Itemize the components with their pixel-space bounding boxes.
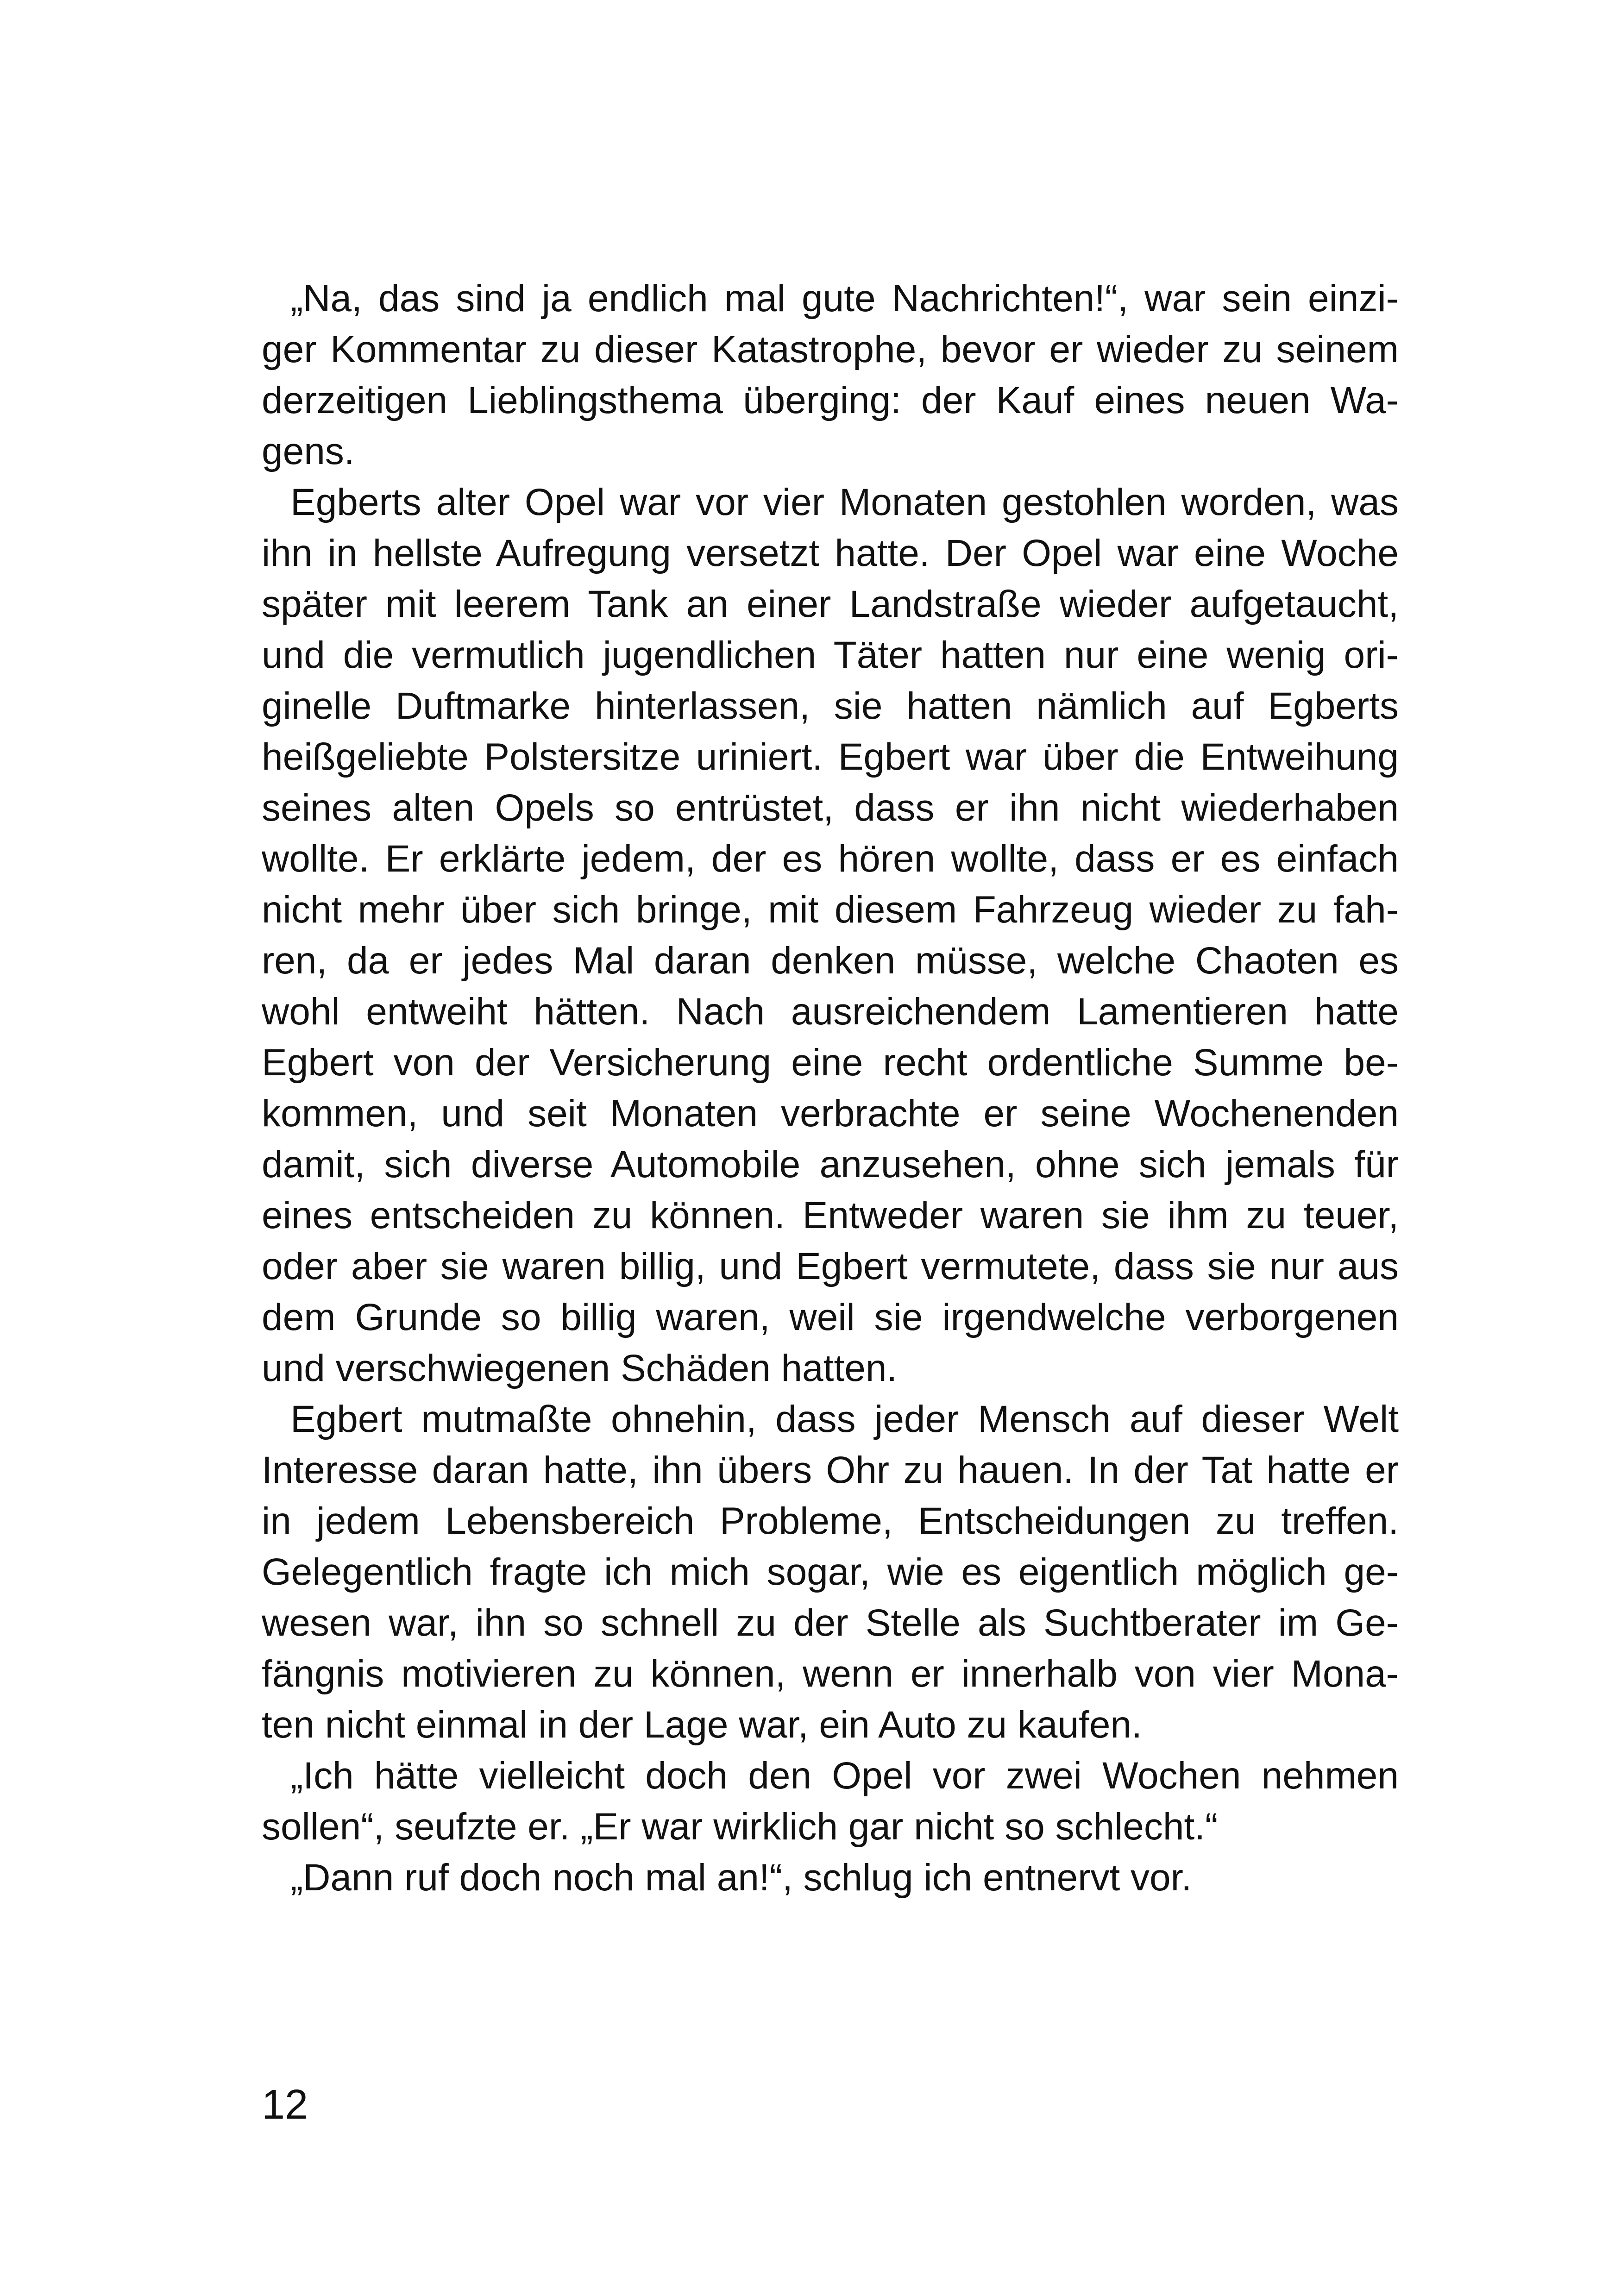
text-line: wesen war, ihn so schnell zu der Stelle als Suchtberater im Ge- — [262, 1602, 1399, 1644]
text-line: fängnis motivieren zu können, wenn er innerhalb von vier Mona- — [262, 1653, 1399, 1695]
text-line: Interesse daran hatte, ihn übers Ohr zu hauen. In der Tat hatte er — [262, 1449, 1399, 1491]
text-line: oder aber sie waren billig, und Egbert vermutete, dass sie nur aus — [262, 1245, 1399, 1287]
text-line: kommen, und seit Monaten verbrachte er seine Wochenenden — [262, 1092, 1399, 1135]
text-line: eines entscheiden zu können. Entweder waren sie ihm zu teuer, — [262, 1194, 1399, 1236]
text-line: ger Kommentar zu dieser Katastrophe, bevor er wieder zu seinem — [262, 328, 1399, 370]
text-line: ren, da er jedes Mal daran denken müsse, welche Chaoten es — [262, 940, 1399, 982]
text-line: ginelle Duftmarke hinterlassen, sie hatten nämlich auf Egberts — [262, 685, 1399, 727]
text-line: sollen“, seufzte er. „Er war wirklich gar nicht so schlecht.“ — [262, 1806, 1218, 1848]
body-text — [262, 273, 1399, 1903]
text-line: und verschwiegenen Schäden hatten. — [262, 1347, 898, 1389]
page-number: 12 — [262, 2082, 308, 2128]
text-line: Egbert mutmaßte ohnehin, dass jeder Mensch auf dieser Welt — [290, 1398, 1399, 1440]
text-line: Egbert von der Versicherung eine recht ordentliche Summe be- — [262, 1041, 1399, 1084]
text-line: später mit leerem Tank an einer Landstraße wieder aufgetaucht, — [262, 583, 1399, 625]
text-line: Gelegentlich fragte ich mich sogar, wie es eigentlich möglich ge- — [262, 1551, 1399, 1593]
text-line: in jedem Lebensbereich Probleme, Entscheidungen zu treffen. — [262, 1500, 1399, 1542]
text-line: ihn in hellste Aufregung versetzt hatte. Der Opel war eine Woche — [262, 532, 1399, 574]
text-line: Egberts alter Opel war vor vier Monaten gestohlen worden, was — [290, 481, 1399, 523]
text-line: seines alten Opels so entrüstet, dass er ihn nicht wiederhaben — [262, 787, 1399, 829]
text-line: heißgeliebte Polstersitze uriniert. Egbert war über die Entweihung — [262, 736, 1399, 778]
text-line: dem Grunde so billig waren, weil sie irgendwelche verborgenen — [262, 1296, 1399, 1338]
text-line: nicht mehr über sich bringe, mit diesem Fahrzeug wieder zu fah- — [262, 889, 1399, 931]
text-line: „Dann ruf doch noch mal an!“, schlug ich entnervt vor. — [290, 1857, 1192, 1899]
text-line: und die vermutlich jugendlichen Täter hatten nur eine wenig ori- — [262, 634, 1399, 676]
text-line: damit, sich diverse Automobile anzusehen, ohne sich jemals für — [262, 1143, 1399, 1186]
text-line: ten nicht einmal in der Lage war, ein Auto zu kaufen. — [262, 1704, 1142, 1746]
text-line: wollte. Er erklärte jedem, der es hören wollte, dass er es einfach — [262, 838, 1399, 880]
text-line: wohl entweiht hätten. Nach ausreichendem Lamentieren hatte — [262, 991, 1399, 1033]
text-line: „Ich hätte vielleicht doch den Opel vor zwei Wochen nehmen — [290, 1755, 1399, 1797]
text-line: derzeitigen Lieblingsthema überging: der Kauf eines neuen Wa- — [262, 379, 1399, 421]
text-line: gens. — [262, 430, 355, 472]
text-line: „Na, das sind ja endlich mal gute Nachrichten!“, war sein einzi- — [290, 277, 1399, 320]
